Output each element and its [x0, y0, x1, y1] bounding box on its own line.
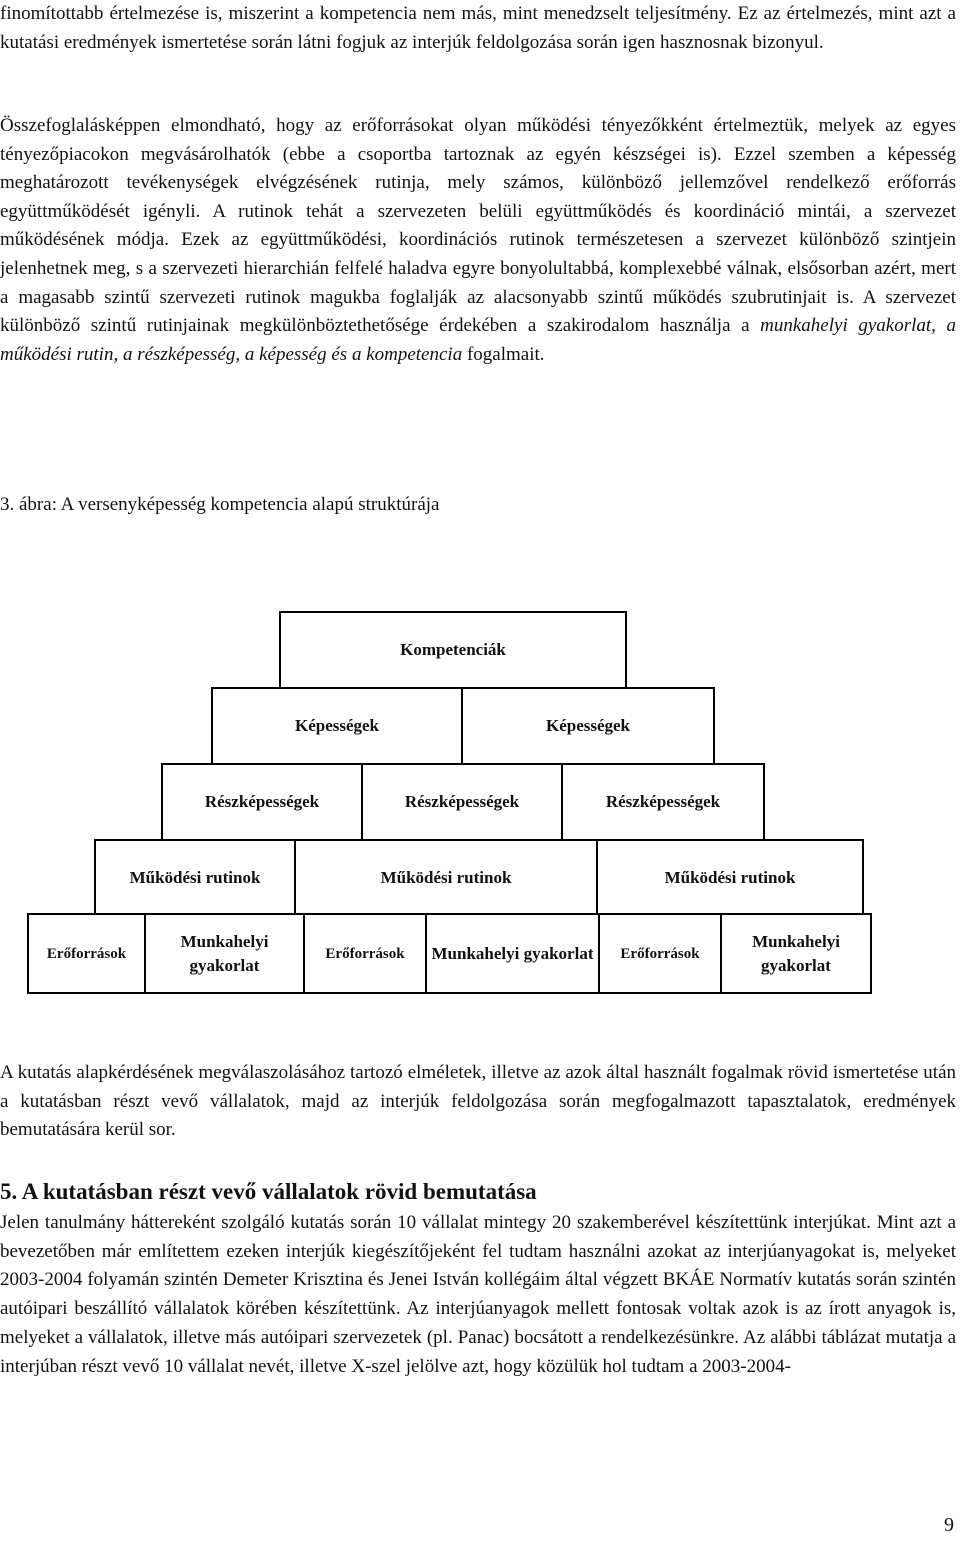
- summary-text-1: Összefoglalásképpen elmondható, hogy az erőforrásokat olyan működési tényezőkként értelmeztük, melyek az egyes tényezőpiacokon megvásárolhatók (ebbe a csoportba tartoznak az egyén készségei is).: [0, 115, 956, 165]
- pyramid-box-resources: Erőforrások: [600, 913, 722, 994]
- paragraph-transition: A kutatás alapkérdésének megválaszolásához tartozó elméletek, illetve az azok által használt fogalmak rövid ismertetése után a kutatásban részt vevő vállalatok, majd az interjúk feldolgozása során megfogalmazott tapasztalatok, eredmények bemutatására kerül sor.: [0, 1062, 956, 1141]
- pyramid-row-operating-routines: [94, 839, 864, 917]
- pyramid-row-subcapabilities: [161, 763, 765, 841]
- paragraph-intro: finomítottabb értelmezése is, miszerint a kompetencia nem más, mint menedzselt teljesítmény. Ez az értelmezés, mint azt a kutatási eredmények ismertetése során látni fogjuk az interjúk feldolgozása során igen hasznosnak bizonyul.: [0, 3, 956, 53]
- paragraph-companies: Jelen tanulmány háttereként szolgáló kutatás során 10 vállalat mintegy 20 szakemberével készítettünk interjúkat. Mint azt a bevezetőben már említettem ezeken interjúk kiegészítőjeként fel tudtam használni azokat az interjúanyagokat is, melyeket 2003-2004 folyamán szintén Demeter Krisztina és Jenei István kollégáim által végzett BKÁE Normatív kutatás során szintén autóipari beszállító vállalatok körében készítettünk. Az interjúanyagok mellett fontosak voltak azok is az írott anyagok is, melyeket a vállalatok, illetve más autóipari szervezetek (pl. Panac) bocsátott a rendelkezésünkre. Az alábbi táblázat mutatja a interjúban részt vevő 10 vállalat nevét, illetve X-szel jelölve azt, hogy közülük hol tudtam a 2003-2004-: [0, 1212, 956, 1377]
- pyramid-box-capability: Képességek: [463, 687, 715, 765]
- pyramid-box-operating-routine: Működési rutinok: [94, 839, 296, 917]
- pyramid-box-subcapability: Részképességek: [563, 763, 765, 841]
- pyramid-box-subcapability: Részképességek: [363, 763, 563, 841]
- pyramid-box-resources: Erőforrások: [305, 913, 427, 994]
- pyramid-box-operating-routine: Működési rutinok: [598, 839, 864, 917]
- pyramid-box-workplace-practice: Munkahelyi gyakorlat: [427, 913, 600, 994]
- summary-text-2: Ezzel szemben a képesség meghatározott tevékenységek elvégzésének rutinja, mely számos, különböző jellemzővel rendelkező erőforrás együttműködését igényli. A rutinok tehát a szervezeten belüli együttműködés és koordináció mintái, a szervezet működésének módja. Ezek az együttműködési, koordinációs rutinok természetesen a szervezet különböző szintjein jelenhetnek meg, s a szervezeti hierarchián felfelé haladva egyre bonyolultabbá, komplexebbé válnak, elsősorban azért, mert a magasabb szintű szervezeti rutinok magukba foglalják az alacsonyabb szintű működés szubrutinjait is. A szervezet különböző szintű rutinjainak megkülönböztethetősége érdekében a szakirodalom használja a: [0, 143, 956, 337]
- page-number: 9: [944, 1514, 954, 1536]
- pyramid-row-capabilities: [211, 687, 715, 765]
- pyramid-box-subcapability: Részképességek: [161, 763, 363, 841]
- pyramid-box-resources: Erőforrások: [27, 913, 146, 994]
- figure-caption: 3. ábra: A versenyképesség kompetencia alapú struktúrája: [0, 494, 440, 515]
- pyramid-row-resources: [27, 913, 872, 994]
- pyramid-box-workplace-practice: Munkahelyi gyakorlat: [722, 913, 872, 994]
- paragraph-summary: [0, 112, 956, 369]
- pyramid-box-capability: Képességek: [211, 687, 463, 765]
- pyramid-box-competences: Kompetenciák: [279, 611, 627, 689]
- pyramid-row-competences: [279, 611, 627, 689]
- pyramid-box-operating-routine: Működési rutinok: [296, 839, 598, 917]
- section-heading: 5. A kutatásban részt vevő vállalatok rövid bemutatása: [0, 1179, 537, 1204]
- summary-italic-terms: munkahelyi gyakorlat, a működési rutin, a részképesség, a képesség és a kompetencia: [0, 315, 956, 365]
- pyramid-box-workplace-practice: Munkahelyi gyakorlat: [146, 913, 305, 994]
- summary-text-3: fogalmait.: [462, 343, 545, 365]
